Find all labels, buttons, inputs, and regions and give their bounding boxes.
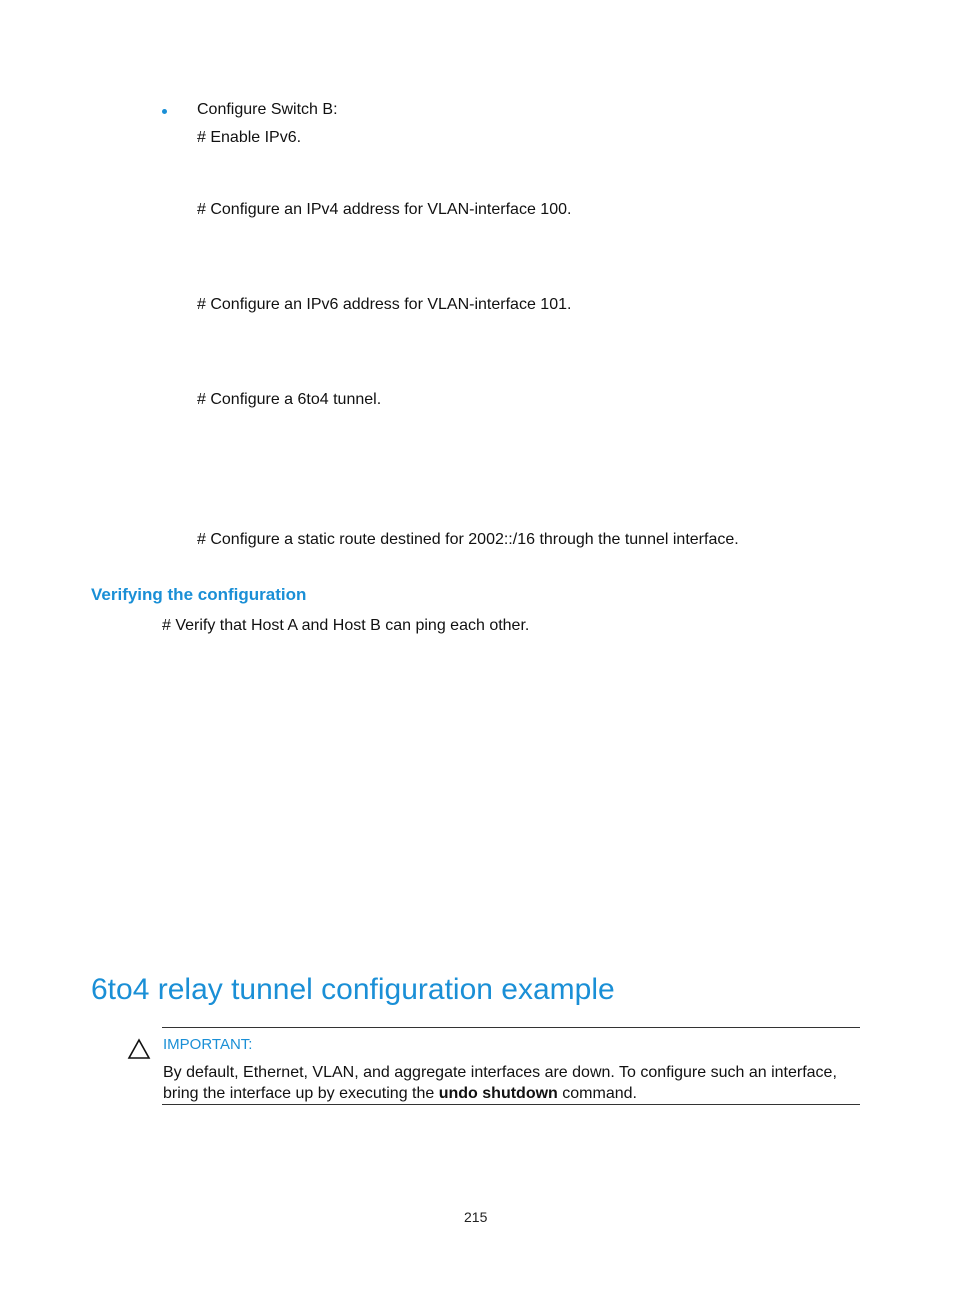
step-ipv6-address: # Configure an IPv6 address for VLAN-interface 101. [197,296,572,313]
verify-step: # Verify that Host A and Host B can ping each other. [162,617,530,634]
section-title: 6to4 relay tunnel configuration example [91,973,615,1006]
important-label: IMPORTANT: [163,1036,253,1053]
step-static-route: # Configure a static route destined for 2002::/16 through the tunnel interface. [197,531,739,548]
bullet-dot-icon [162,109,167,114]
important-command: undo shutdown [438,1085,558,1102]
important-text-after: command. [557,1085,637,1102]
verify-heading: Verifying the configuration [91,585,307,604]
warning-triangle-icon [127,1038,151,1060]
important-text-before: By default, Ethernet, VLAN, and aggregate interfaces are down. To configure such an interface, bring the interface up by executing the [163,1064,837,1102]
note-top-rule [162,1027,860,1028]
page-number: 215 [464,1209,488,1225]
step-enable-ipv6: # Enable IPv6. [197,129,302,146]
note-bottom-rule [162,1104,860,1105]
step-ipv4-address: # Configure an IPv4 address for VLAN-interface 100. [197,201,572,218]
step-6to4-tunnel: # Configure a 6to4 tunnel. [197,391,382,408]
important-text [163,1062,863,1104]
switch-b-heading: Configure Switch B: [197,101,338,118]
